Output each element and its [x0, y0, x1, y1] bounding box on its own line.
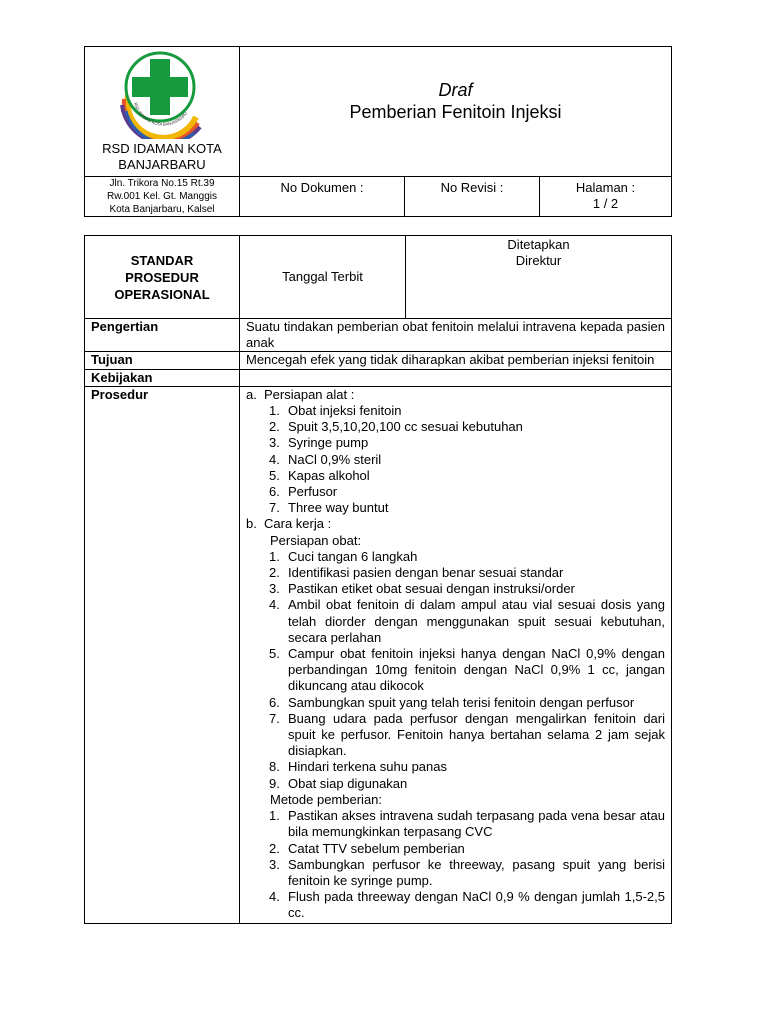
hospital-identity-cell [85, 47, 240, 177]
alat-item [240, 419, 671, 435]
list-item-number: 2. [269, 419, 280, 435]
tujuan-text: Mencegah efek yang tidak diharapkan akibat pemberian injeksi fenitoin [240, 352, 672, 369]
list-item-text: Sambungkan perfusor ke threeway, pasang spuit yang berisi fenitoin ke syringe pump. [288, 856, 665, 888]
list-item-number: 5. [269, 467, 280, 483]
alat-item [240, 500, 671, 516]
document-title-cell [240, 47, 672, 177]
list-item-text: Catat TTV sebelum pemberian [288, 840, 465, 856]
sop-label-cell [85, 236, 240, 319]
list-item-text: Cuci tangan 6 langkah [288, 548, 418, 564]
alat-list [240, 403, 671, 516]
sop-table [84, 235, 672, 924]
section-a-title: Persiapan alat : [264, 386, 355, 402]
list-item-text: NaCl 0,9% steril [288, 451, 382, 467]
persiapan-obat-item [240, 776, 671, 792]
address-line-2: Rw.001 Kel. Gt. Manggis [106, 191, 218, 202]
ditetapkan-cell [406, 236, 672, 319]
list-item-text: Hindari terkena suhu panas [288, 759, 447, 775]
prosedur-label: Prosedur [85, 386, 240, 923]
persiapan-obat-item [240, 597, 671, 646]
list-item-number: 9. [269, 775, 280, 791]
list-item-number: 4. [269, 597, 280, 613]
metode-label: Metode pemberian: [270, 791, 383, 807]
list-item-text: Pastikan etiket obat sesuai dengan instruksi/order [288, 581, 575, 597]
list-item-number: 2. [269, 565, 280, 581]
prosedur-content [240, 386, 672, 923]
persiapan-obat-item [240, 646, 671, 695]
persiapan-obat-item [240, 759, 671, 775]
list-item-text: Obat siap digunakan [288, 775, 408, 791]
persiapan-obat-list [240, 549, 671, 792]
list-item-number: 3. [269, 856, 280, 872]
list-item-number: 1. [269, 548, 280, 564]
halaman-cell [540, 177, 672, 217]
list-item-text: Perfusor [288, 484, 338, 500]
alat-item [240, 468, 671, 484]
no-dokumen-label: No Dokumen : [280, 180, 364, 195]
persiapan-obat-item [240, 581, 671, 597]
list-item-number: 4. [269, 889, 280, 905]
list-item-text: Ambil obat fenitoin di dalam ampul atau vial sesuai dosis yang telah diorder dengan menggunakan spuit sesuai kebutuhan, secara perlahan [288, 597, 665, 645]
list-item-text: Syringe pump [288, 435, 369, 451]
list-item-text: Obat injeksi fenitoin [288, 403, 402, 419]
list-item-number: 3. [269, 581, 280, 597]
hospital-name: RSD IDAMAN KOTA BANJARBARU [102, 141, 222, 172]
draft-label: Draf [438, 79, 473, 100]
alat-item [240, 452, 671, 468]
address-line-1: Jln. Trikora No.15 Rt.39 [109, 178, 215, 189]
hospital-cross-logo-icon [114, 47, 210, 139]
metode-item [240, 808, 671, 840]
list-item-text: Spuit 3,5,10,20,100 cc sesuai kebutuhan [288, 419, 523, 435]
tanggal-terbit-label: Tanggal Terbit [282, 268, 363, 284]
list-item-text: Campur obat fenitoin injeksi hanya dengan NaCl 0,9% dengan perbandingan 10mg fenitoin dengan NaCl 0,9% 1 cc, jangan dikuncang atau dikocok [288, 646, 665, 694]
persiapan-obat-item [240, 565, 671, 581]
persiapan-obat-item [240, 695, 671, 711]
sop-label: STANDAR PROSEDUR OPERASIONAL [114, 252, 210, 302]
alat-item [240, 435, 671, 451]
list-item-number: 3. [269, 435, 280, 451]
list-item-number: 6. [269, 484, 280, 500]
metode-item [240, 857, 671, 889]
section-b-heading [240, 516, 671, 532]
tanggal-terbit-cell [240, 236, 406, 319]
section-b-title: Cara kerja : [264, 516, 332, 532]
list-item-number: 6. [269, 694, 280, 710]
persiapan-obat-label: Persiapan obat: [270, 532, 362, 548]
list-item-number: 8. [269, 759, 280, 775]
hospital-address [85, 177, 240, 217]
tujuan-label: Tujuan [85, 352, 240, 369]
halaman-value: 1 / 2 [592, 196, 619, 211]
logo-arc-text: RSD IDAMAN KOTA BANJARBARU [132, 101, 189, 127]
hospital-logo [85, 47, 239, 139]
list-item-number: 4. [269, 451, 280, 467]
direktur-label: Direktur [515, 253, 562, 269]
address-line-3: Kota Banjarbaru, Kalsel [109, 204, 215, 215]
halaman-label: Halaman : [575, 180, 636, 195]
section-a-heading [240, 387, 671, 403]
document-header-table [84, 46, 672, 217]
alat-item [240, 484, 671, 500]
list-item-number: 1. [269, 403, 280, 419]
alat-item [240, 403, 671, 419]
document-title: Pemberian Fenitoin Injeksi [349, 101, 562, 122]
list-item-number: 7. [269, 710, 280, 726]
persiapan-obat-item [240, 711, 671, 760]
pengertian-text: Suatu tindakan pemberian obat fenitoin melalui intravena kepada pasien anak [240, 319, 672, 352]
kebijakan-text [240, 369, 672, 386]
list-item-text: Buang udara pada perfusor dengan mengalirkan fenitoin dari spuit ke perfusor. Fenitoin hanya bertahan selama 2 jam sejak disiapkan. [288, 710, 665, 759]
list-item-text: Kapas alkohol [288, 467, 370, 483]
pengertian-label: Pengertian [85, 319, 240, 352]
metode-list [240, 808, 671, 921]
list-item-number: 1. [269, 808, 280, 824]
metode-item [240, 841, 671, 857]
list-item-text: Flush pada threeway dengan NaCl 0,9 % dengan jumlah 1,5-2,5 cc. [288, 889, 665, 921]
list-item-number: 7. [269, 500, 280, 516]
section-a-marker: a. [246, 386, 257, 402]
persiapan-obat-item [240, 549, 671, 565]
kebijakan-label: Kebijakan [85, 369, 240, 386]
no-dokumen-cell [240, 177, 405, 217]
no-revisi-cell [405, 177, 540, 217]
ditetapkan-label: Ditetapkan [507, 237, 570, 252]
list-item-number: 2. [269, 840, 280, 856]
list-item-number: 5. [269, 646, 280, 662]
metode-item [240, 889, 671, 921]
list-item-text: Sambungkan spuit yang telah terisi fenitoin dengan perfusor [288, 694, 635, 710]
list-item-text: Identifikasi pasien dengan benar sesuai standar [288, 565, 564, 581]
section-b-marker: b. [246, 516, 257, 532]
list-item-text: Three way buntut [288, 500, 389, 516]
list-item-text: Pastikan akses intravena sudah terpasang pada vena besar atau bila memungkinkan terpasang CVC [288, 808, 665, 840]
no-revisi-label: No Revisi : [440, 180, 504, 195]
